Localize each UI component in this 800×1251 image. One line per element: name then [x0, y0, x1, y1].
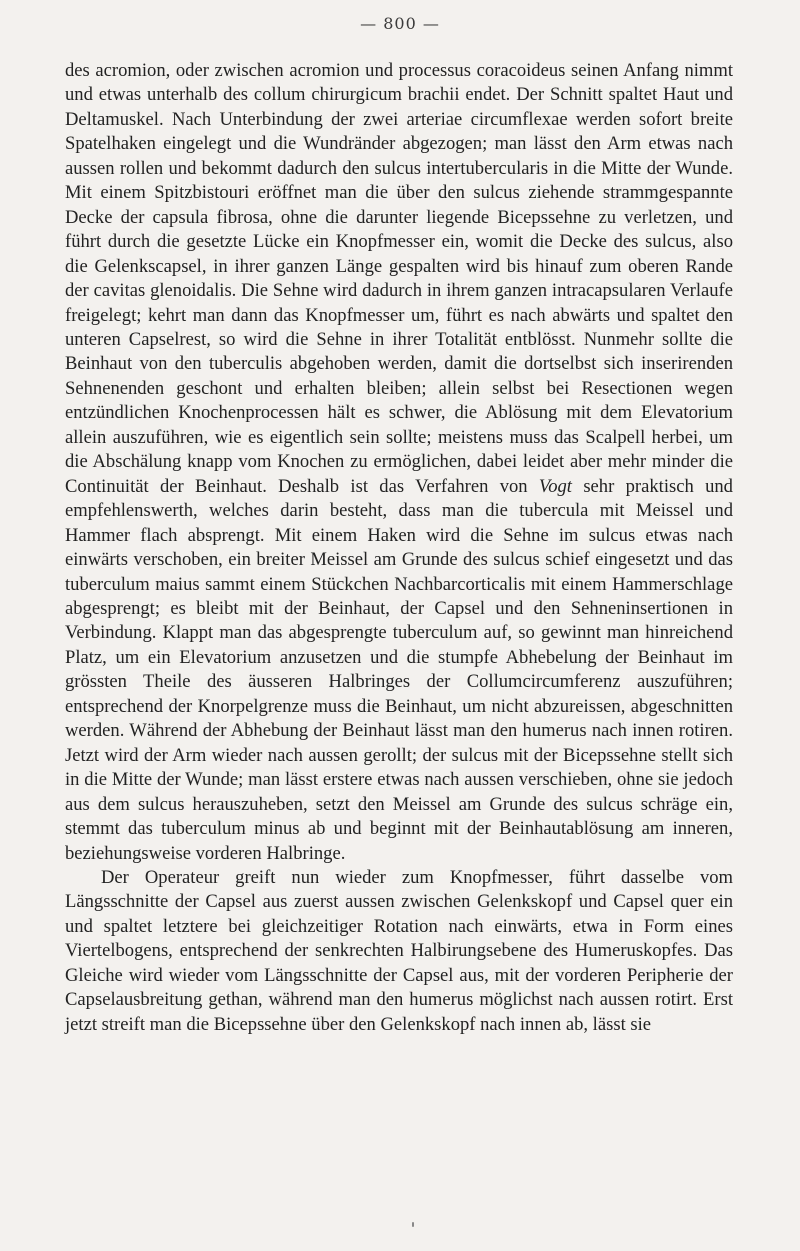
paragraph-1 [65, 59, 733, 866]
paragraph-2: Der Operateur greift nun wieder zum Knopfmesser, führt dasselbe vom Längsschnitte der Capsel aus zuerst aussen zwischen Gelenkskopf und Capsel quer ein und spaltet letztere bei gleichzeitiger Rotation nach einwärts, etwa in Form eines Viertelbogens, entsprechend der senkrechten Halbirungsebene des Humeruskopfes. Das Gleiche wird wieder vom Längsschnitte der Capsel aus, mit der vorderen Peripherie der Capselausbreitung gethan, während man den humerus möglichst nach aussen rotirt. Erst jetzt streift man die Bicepssehne über den Gelenkskopf nach innen ab, lässt sie [65, 866, 733, 1035]
paragraph-1-text-b: sehr praktisch und empfehlenswerth, welches darin besteht, dass man die tubercula mit Meissel und Hammer flach absprengt. Mit einem Haken wird die Sehne im sulcus etwas nach einwärts verschoben, ein breiter Meissel am Grunde des sulcus schief eingesetzt und das tuberculum maius sammt einem Stückchen Nachbarcorticalis mit einem Hammerschlage abgesprengt; es bleibt mit der Beinhaut, der Capsel und den Sehneninsertionen in Verbindung. Klappt man das abgesprengte tuberculum auf, so gewinnt man hinreichend Platz, um ein Elevatorium anzusetzen und die stumpfe Abhebelung der Beinhaut im grössten Theile des äusseren Halbringes der Collumcircumferenz auszuführen; entsprechend der Knorpelgrenze muss die Beinhaut, um nicht abzureissen, abgeschnitten werden. Während der Abhebung der Beinhaut lässt man den humerus nach innen rotiren. Jetzt wird der Arm wieder nach aussen gerollt; der sulcus mit der Bicepssehne stellt sich in die Mitte der Wunde; man lässt erstere etwas nach aussen verschieben, ohne sie jedoch aus dem sulcus herauszuheben, setzt den Meissel am Grunde des sulcus schräge ein, stemmt das tuberculum minus ab und beginnt mit der Beinhautablösung am inneren, beziehungsweise vorderen Halbringe. [65, 475, 733, 864]
body-text [65, 59, 733, 1037]
author-name-vogt: Vogt [538, 475, 572, 497]
paragraph-1-text-a: des acromion, oder zwischen acromion und processus coracoideus seinen Anfang nimmt und etwas unterhalb des collum chirurgicum brachii endet. Der Schnitt spaltet Haut und Deltamuskel. Nach Unterbindung der zwei arteriae circumflexae werden sofort breite Spatelhaken eingelegt und die Wundränder abgezogen; man lässt den Arm etwas nach aussen rollen und bekommt dadurch den sulcus intertubercularis in die Mitte der Wunde. Mit einem Spitzbistouri eröffnet man die über den sulcus ziehende strammgespannte Decke der capsula fibrosa, ohne die darunter liegende Bicepssehne zu verletzen, und führt durch die gesetzte Lücke ein Knopfmesser ein, womit die Decke des sulcus, also die Gelenkscapsel, in ihrer ganzen Länge gespalten wird bis hinauf zum oberen Rande der cavitas glenoidalis. Die Sehne wird dadurch in ihrem ganzen intracapsularen Verlaufe freigelegt; kehrt man dann das Knopfmesser um, führt es nach abwärts und spaltet den unteren Capselrest, so wird die Sehne in ihrer Totalität entblösst. Nunmehr sollte die Beinhaut von den tuberculis abgehoben werden, damit die dortselbst sich inserirenden Sehnenenden geschont und erhalten bleiben; allein selbst bei Resectionen wegen entzündlichen Knochenprocessen hält es schwer, die Ablösung mit dem Elevatorium allein auszuführen, wie es eigentlich sein sollte; meistens muss das Scalpell herbei, um die Abschälung knapp vom Knochen zu ermöglichen, dabei leidet aber mehr minder die Continuität der Beinhaut. Deshalb ist das Verfahren von [65, 60, 733, 497]
page-number: — 800 — [360, 14, 440, 33]
print-speck [412, 1222, 414, 1227]
